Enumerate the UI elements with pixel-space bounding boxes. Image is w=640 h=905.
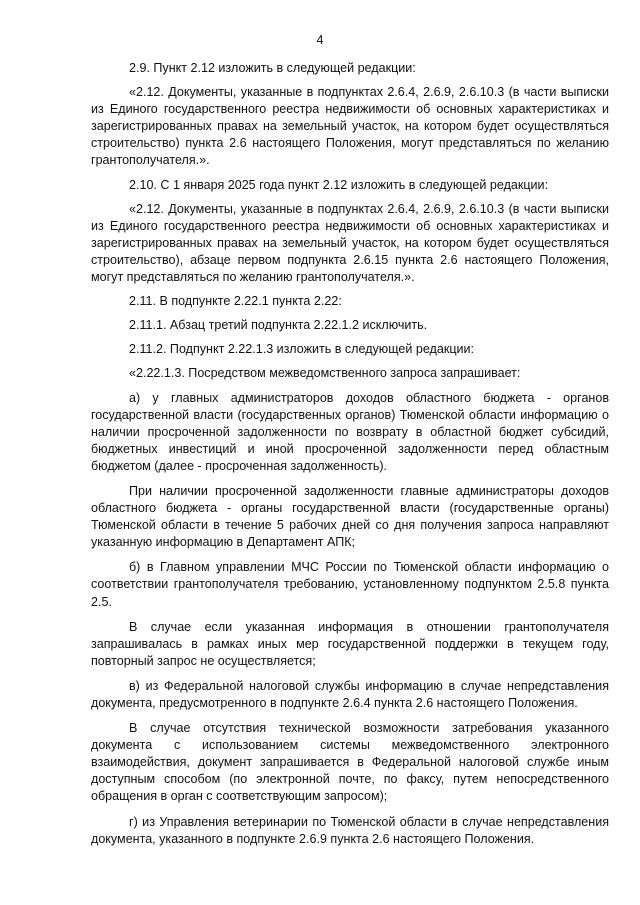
paragraph: 2.11.2. Подпункт 2.22.1.3 изложить в следующей редакции:: [129, 342, 475, 357]
page-number: 4: [316, 33, 324, 47]
paragraph: а) у главных администраторов доходов областного бюджета - органов государственной власти (государственных органов) Тюменской области информацию о наличии просроченной задолженности по возврату в областной бюджет субсидий, бюджетных инвестиций и иной просроченной задолженности перед областным бюджетом (далее - просроченная задолженность).: [91, 390, 609, 473]
paragraph: В случае отсутствия технической возможности затребования указанного документа с использованием системы межведомственного электронного взаимодействия, документ запрашивается в Федеральной налоговой службе иным доступным способом (по электронной почте, по факсу, путем непосредственного обращения в орган с соответствующим запросом);: [91, 721, 609, 804]
paragraph: При наличии просроченной задолженности главные администраторы доходов областного бюджета - органы государственной власти (государственные органы) Тюменской области в течение 5 рабочих дней со дня получения запроса направляют указанную информацию в Департамент АПК;: [91, 483, 609, 550]
paragraph: б) в Главном управлении МЧС России по Тюменской области информацию о соответствии грантополучателя требованию, установленному подпунктом 2.5.8 пункта 2.5.: [91, 560, 609, 609]
paragraph: в) из Федеральной налоговой службы информацию в случае непредставления документа, предусмотренного в подпункте 2.6.4 пункта 2.6 настоящего Положения.: [91, 678, 609, 710]
paragraph: «2.12. Документы, указанные в подпунктах 2.6.4, 2.6.9, 2.6.10.3 (в части выписки из Единого государственного реестра недвижимости об основных характеристиках и зарегистрированных правах на земельный участок, на котором будет осуществляться строительство), абзаце первом подпункта 2.6.15 пункта 2.6 настоящего Положения, могут представляться по желанию грантополучателя.».: [91, 201, 609, 285]
paragraph: 2.11. В подпункте 2.22.1 пункта 2.22:: [129, 294, 342, 309]
paragraph: 2.9. Пункт 2.12 изложить в следующей редакции:: [129, 61, 416, 75]
paragraph: «2.22.1.3. Посредством межведомственного запроса запрашивает:: [129, 366, 521, 381]
paragraph: «2.12. Документы, указанные в подпунктах 2.6.4, 2.6.9, 2.6.10.3 (в части выписки из Единого государственного реестра недвижимости об основных характеристиках и зарегистрированных правах на земельный участок, на котором будет осуществляться строительство) пункта 2.6 настоящего Положения, могут представляться по желанию грантополучателя.».: [91, 85, 609, 168]
paragraph: г) из Управления ветеринарии по Тюменской области в случае непредставления документа, указанного в подпункте 2.6.9 пункта 2.6 настоящего Положения.: [91, 814, 609, 846]
paragraph: 2.11.1. Абзац третий подпункта 2.22.1.2 исключить.: [129, 318, 428, 333]
document-body: [91, 60, 609, 855]
paragraph: 2.10. С 1 января 2025 года пункт 2.12 изложить в следующей редакции:: [129, 177, 549, 192]
paragraph: В случае если указанная информация в отношении грантополучателя запрашивалась в рамках иных мер государственной поддержки в текущем году, повторный запрос не осуществляется;: [91, 619, 609, 668]
